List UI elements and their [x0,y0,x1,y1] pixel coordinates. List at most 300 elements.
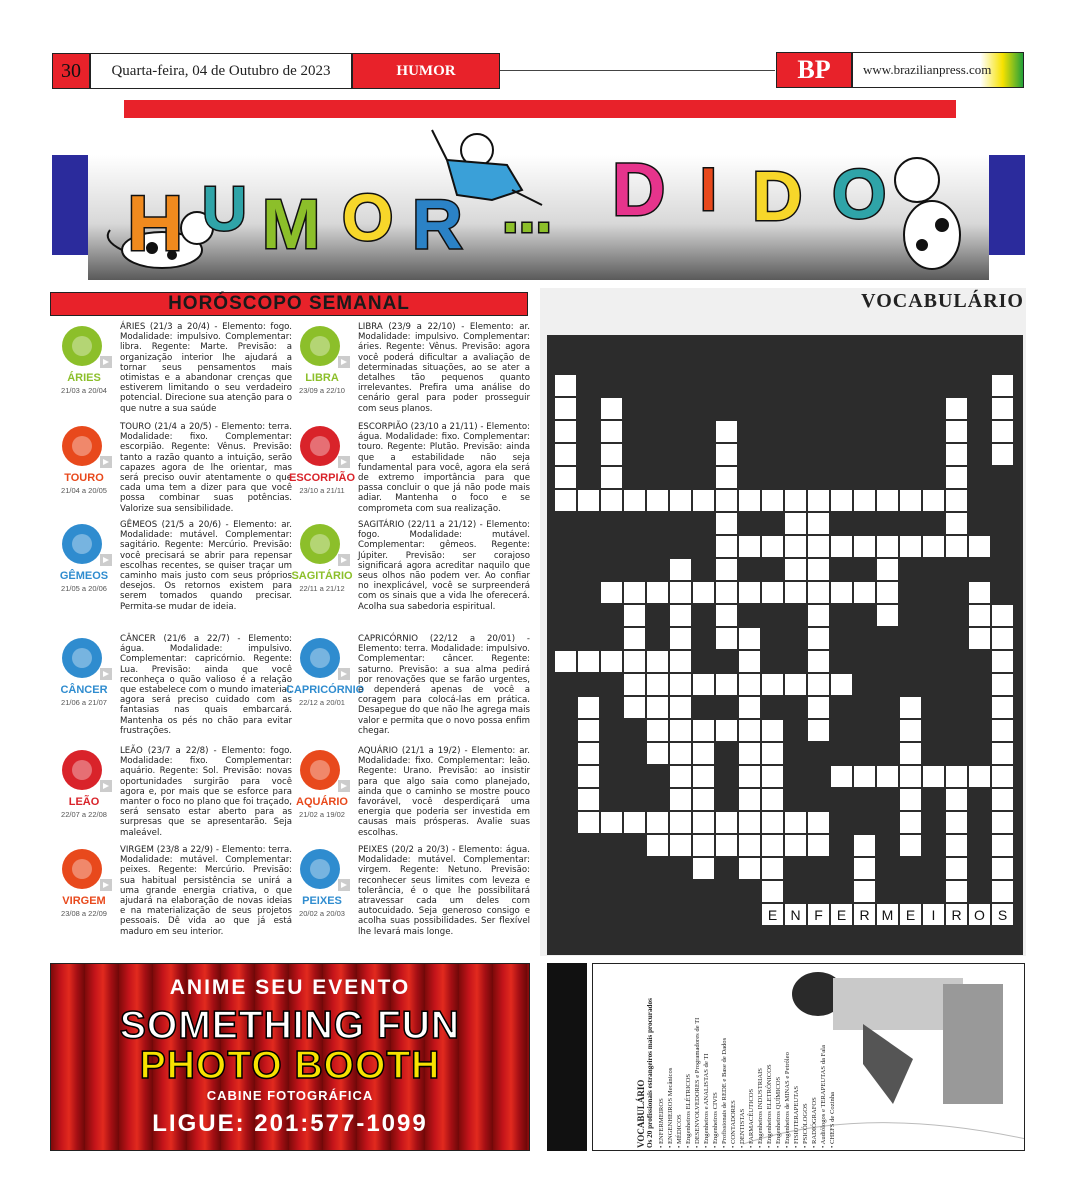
crossword-cell[interactable] [900,536,921,557]
crossword-cell[interactable] [854,490,875,511]
clipping-item: • Engenheiros CIVIS [712,1092,719,1148]
banner-letter-m: M [262,185,321,263]
crossword-cell[interactable] [739,835,760,856]
vocabulary-title: VOCABULÁRIO [861,290,1024,312]
crossword-cell[interactable] [624,490,645,511]
crossword-cell[interactable] [854,582,875,603]
clipping-item: • Engenheiros ELÉTRICOS [685,1073,692,1148]
sign-forecast: LIBRA (23/9 a 22/10) - Elemento: ar. Modalidade: impulsivo. Complementar: áries. Regente: Vênus. Previsão: agora você poderá dificultar a avaliação de determinadas situações, ao se ater a detalhes tão pequenos quanto irrelevantes. Prefira uma análise do cenário geral para poder prosseguir com seus planos. [358,322,530,414]
crossword-cell[interactable] [900,697,921,718]
clipping-item: • FARMACÊUTICOS [748,1088,755,1148]
crossword-cell[interactable] [831,766,852,787]
sign-name: SAGITÁRIO [291,570,353,582]
zodiac-icon [52,422,116,508]
crossword-cell[interactable] [762,674,783,695]
crossword-cell[interactable] [693,582,714,603]
clipping-title: VOCABULÁRIO [636,1079,646,1148]
horoscope-sign-6 [290,322,530,432]
crossword-cell[interactable] [739,812,760,833]
crossword-cell[interactable] [647,743,668,764]
crossword-cell[interactable] [877,559,898,580]
sign-name: CAPRICÓRNIO [286,684,365,696]
crossword-cell[interactable] [808,720,829,741]
crossword-cell[interactable] [693,835,714,856]
crossword-cell[interactable] [670,651,691,672]
horoscope-sign-3 [52,634,292,744]
ad-phone: LIGUE: 201:577-1099 [152,1110,428,1137]
crossword-cell[interactable] [969,536,990,557]
sign-forecast: CAPRICÓRNIO (22/12 a 20/01) - Elemento: terra. Modalidade: impulsivo. Complementar: câncer. Regente: saturno. Previsão: a sua alma pedirá por renovações que se farão urgentes, e dependerá apenas de você a coragem para colocá-las em prática. Desapegue do que não lhe agrega mais valor e permita que o novo possa enfim chegar. [358,634,530,736]
clipping-item: • Profissionais de REDE e Base de Dados [721,1037,728,1148]
red-divider-bar [124,100,956,118]
page-number: 30 [52,53,90,89]
crossword-cell[interactable] [739,789,760,810]
crossword-cell[interactable] [992,444,1013,465]
horoscope-sign-10 [290,746,530,856]
crossword-letter: E [767,907,778,923]
crossword-cell[interactable] [762,536,783,557]
sign-dates: 21/05 a 20/06 [61,584,107,593]
crossword-cell[interactable] [900,789,921,810]
crossword-cell[interactable] [601,467,622,488]
crossword-cell[interactable] [992,651,1013,672]
sign-dates: 22/11 a 21/12 [299,584,345,593]
crossword-cell[interactable] [992,766,1013,787]
crossword-cell[interactable] [946,444,967,465]
crossword-cell[interactable] [969,628,990,649]
clipping-item: • FISIOTERAPEUTAS [793,1085,800,1148]
crossword-cell[interactable] [992,881,1013,902]
crossword-cell[interactable] [716,720,737,741]
crossword-cell[interactable] [808,628,829,649]
crossword-cell[interactable] [785,513,806,534]
banner-letter-d2: D [752,157,803,235]
crossword-cell[interactable] [555,444,576,465]
crossword-cell[interactable] [739,536,760,557]
clipping-item: • Engenheiros de MINAS e Petróleo [784,1052,791,1148]
crossword-cell[interactable] [601,421,622,442]
crossword-cell[interactable] [693,812,714,833]
crossword-cell[interactable] [900,720,921,741]
crossword-cell[interactable] [900,812,921,833]
crossword-cell[interactable] [555,421,576,442]
brazilian-press-logo[interactable]: BP [776,52,852,88]
clipping-text [637,968,1017,1148]
clipping-item: • CHEFS de Cozinha [829,1092,836,1148]
crossword-cell[interactable] [785,559,806,580]
crossword-letter: S [997,907,1008,923]
crossword-cell[interactable] [992,812,1013,833]
banner-letter-o: O [342,180,394,254]
crossword-cell[interactable] [647,651,668,672]
photo-booth-advertisement[interactable] [50,963,530,1151]
crossword-cell[interactable] [808,513,829,534]
crossword-cell[interactable] [877,582,898,603]
crossword-cell[interactable] [923,766,944,787]
crossword-cell[interactable] [670,490,691,511]
crossword-cell[interactable] [785,582,806,603]
crossword-cell[interactable] [854,766,875,787]
zodiac-icon [52,845,116,931]
crossword-cell[interactable] [762,743,783,764]
banner-letter-d: D [612,148,666,231]
crossword-cell[interactable] [647,582,668,603]
crossword-cell[interactable] [808,582,829,603]
crossword-cell[interactable] [578,789,599,810]
crossword-cell[interactable] [992,628,1013,649]
crossword-cell[interactable] [693,766,714,787]
crossword-cell[interactable] [716,421,737,442]
sign-forecast: AQUÁRIO (21/1 a 19/2) - Elemento: ar. Modalidade: fixo. Complementar: leão. Regente: Urano. Previsão: ao insistir para que algo saia como planejado, ainda que o caminho se mostre pouco favorável, você desperdiçará uma energia que poderia ser investida em causas mais prósperas. Avalie suas escolhas. [358,746,530,838]
crossword-cell[interactable] [670,743,691,764]
sign-dates: 22/12 a 20/01 [299,698,345,707]
crossword-cell[interactable] [716,559,737,580]
crossword-cell[interactable] [601,444,622,465]
crossword-cell[interactable] [946,789,967,810]
crossword-cell[interactable] [624,628,645,649]
zodiac-icon [52,520,116,606]
crossword-cell[interactable] [601,398,622,419]
crossword-cell[interactable] [578,651,599,672]
horoscope-sign-5 [52,845,292,955]
crossword-cell[interactable] [808,674,829,695]
clipping-item: • DENTISTAS [739,1108,746,1148]
crossword-letter: R [951,907,962,923]
sign-name: ÁRIES [67,372,101,384]
crossword-cell[interactable] [946,858,967,879]
crossword-cell[interactable] [693,743,714,764]
crossword-cell[interactable] [992,720,1013,741]
crossword-cell[interactable] [670,628,691,649]
crossword-cell[interactable] [900,743,921,764]
crossword-letter: I [931,907,936,923]
crossword-cell[interactable] [992,789,1013,810]
zodiac-icon [290,520,354,606]
clipping-item: • RADIÓGRAFOS [811,1097,818,1148]
crossword-cell[interactable] [693,490,714,511]
crossword-cell[interactable] [923,490,944,511]
crossword-cell[interactable] [992,375,1013,396]
crossword-cell[interactable] [831,582,852,603]
zodiac-icon [290,322,354,408]
zodiac-icon [290,422,354,508]
crossword-cell[interactable] [992,858,1013,879]
crossword-cell[interactable] [946,490,967,511]
crossword-cell[interactable] [739,628,760,649]
crossword-cell[interactable] [716,582,737,603]
clipping-item: • CONTADORES [730,1100,737,1148]
crossword-cell[interactable] [624,697,645,718]
crossword-cell[interactable] [877,766,898,787]
crossword-cell[interactable] [946,812,967,833]
crossword-cell[interactable] [808,559,829,580]
crossword-cell[interactable] [946,513,967,534]
crossword-cell[interactable] [578,743,599,764]
crossword-letter: R [859,907,870,923]
crossword-cell[interactable] [785,812,806,833]
crossword-cell[interactable] [670,720,691,741]
clipping-item: • Engenheiros e ANALISTAS de TI [703,1053,710,1148]
crossword-cell[interactable] [578,697,599,718]
crossword-cell[interactable] [969,605,990,626]
crossword-cell[interactable] [716,444,737,465]
crossword-cell[interactable] [831,674,852,695]
crossword-cell[interactable] [739,720,760,741]
crossword-cell[interactable] [670,582,691,603]
crossword-cell[interactable] [601,812,622,833]
crossword-cell[interactable] [923,536,944,557]
horoscope-title: HORÓSCOPO SEMANAL [50,292,528,316]
crossword-cell[interactable] [670,697,691,718]
crossword-cell[interactable] [877,490,898,511]
crossword-cell[interactable] [670,605,691,626]
crossword-cell[interactable] [601,651,622,672]
crossword-cell[interactable] [762,720,783,741]
clipping-subtitle: Os 20 profissionais estrangeiros mais procurados [646,998,654,1148]
header-divider [500,70,775,71]
crossword-cell[interactable] [946,881,967,902]
horoscope-sign-7 [290,422,530,532]
crossword-cell[interactable] [601,490,622,511]
crossword-cell[interactable] [992,697,1013,718]
crossword-cell[interactable] [693,674,714,695]
horoscope-sign-11 [290,845,530,955]
crossword-cell[interactable] [877,605,898,626]
crossword-cell[interactable] [900,835,921,856]
crossword-cell[interactable] [831,536,852,557]
sign-forecast: GÊMEOS (21/5 a 20/6) - Elemento: ar. Modalidade: mutável. Complementar: sagitário. Regente: Mercúrio. Previsão: você precisará se abrir para repensar escolhas recentes, se quiser traçar um caminho mais justo com seus próprios desejos. Os retornos existem para serem tomados quando precisar. Permita-se mudar de ideia. [120,520,292,612]
crossword-cell[interactable] [762,490,783,511]
sign-dates: 20/02 a 20/03 [299,909,345,918]
zodiac-icon [52,634,116,720]
crossword-grid [547,335,1023,955]
ad-headline: ANIME SEU EVENTO [169,976,411,999]
crossword-cell[interactable] [647,812,668,833]
crossword-cell[interactable] [762,812,783,833]
crossword-cell[interactable] [716,835,737,856]
crossword-cell[interactable] [854,858,875,879]
crossword-letter: O [974,907,985,923]
crossword-cell[interactable] [670,674,691,695]
crossword-cell[interactable] [808,536,829,557]
crossword-cell[interactable] [716,536,737,557]
crossword-cell[interactable] [992,421,1013,442]
horoscope-sign-0 [52,322,292,432]
crossword-cell[interactable] [647,697,668,718]
crossword-cell[interactable] [992,835,1013,856]
sign-dates: 23/08 a 22/09 [61,909,107,918]
horoscope-sign-8 [290,520,530,630]
crossword-cell[interactable] [647,835,668,856]
crossword-cell[interactable] [808,651,829,672]
sign-dates: 23/10 a 21/11 [299,486,345,495]
crossword-cell[interactable] [716,674,737,695]
crossword-cell[interactable] [624,651,645,672]
clipping-item: • DESENVOLVEDORES e Programadores de TI [694,1017,701,1148]
crossword-cell[interactable] [785,536,806,557]
section-label: HUMOR [352,53,500,89]
crossword-cell[interactable] [969,582,990,603]
clipping-item: • PSICÓLOGOS [802,1103,809,1148]
crossword-cell[interactable] [670,835,691,856]
crossword-cell[interactable] [716,605,737,626]
crossword-cell[interactable] [693,858,714,879]
ad-brand-line1: SOMETHING FUN [119,1004,461,1047]
sign-dates: 23/09 a 22/10 [299,386,345,395]
crossword-cell[interactable] [624,812,645,833]
clipping-list [657,968,837,1148]
crossword-cell[interactable] [624,582,645,603]
clipping-item: • Audiólogos e TERAPEUTAS da Fala [820,1045,827,1148]
sign-name: GÊMEOS [59,570,109,582]
crossword-cell[interactable] [716,513,737,534]
banner-letter-h: H [127,179,184,267]
crossword-cell[interactable] [555,490,576,511]
crossword-cell[interactable] [739,582,760,603]
crossword-cell[interactable] [716,490,737,511]
crossword-cell[interactable] [578,490,599,511]
crossword-cell[interactable] [946,835,967,856]
crossword-cell[interactable] [854,835,875,856]
crossword-cell[interactable] [578,720,599,741]
horoscope-sign-1 [52,422,292,532]
crossword-cell[interactable] [808,490,829,511]
sign-forecast: CÂNCER (21/6 a 22/7) - Elemento: água. Modalidade: impulsivo. Complementar: capricórnio. Regente: Lua. Previsão: ainda que você reconheça o quão valioso é a relação que estabelece com o mundo imaterial, agora será preciso cuidado com as fantasias nas quais embarcará. Mantenha os pés no chão para evitar frustrações. [120,634,292,736]
crossword-letter: M [881,907,894,923]
crossword-cell[interactable] [854,881,875,902]
vocabulary-clipping [592,963,1025,1151]
crossword-cell[interactable] [900,766,921,787]
ad-brand-line2: PHOTO BOOTH [139,1044,441,1087]
crossword-cell[interactable] [946,398,967,419]
crossword-cell[interactable] [785,490,806,511]
crossword-cell[interactable] [854,536,875,557]
crossword-cell[interactable] [808,835,829,856]
zodiac-icon [52,322,116,408]
sign-dates: 21/03 a 20/04 [61,386,107,395]
crossword-cell[interactable] [647,674,668,695]
crossword-cell[interactable] [739,697,760,718]
sign-name: ESCORPIÃO [288,472,355,484]
crossword-cell[interactable] [670,789,691,810]
crossword-cell[interactable] [785,674,806,695]
crossword-cell[interactable] [670,812,691,833]
sign-name: AQUÁRIO [296,796,348,808]
crossword-cell[interactable] [785,835,806,856]
crossword-cell[interactable] [647,490,668,511]
crossword-cell[interactable] [831,490,852,511]
crossword-cell[interactable] [739,743,760,764]
crossword-letter: F [814,907,823,923]
crossword-cell[interactable] [578,766,599,787]
issue-date: Quarta-feira, 04 de Outubro de 2023 [90,53,352,89]
crossword-cell[interactable] [808,812,829,833]
crossword-cell[interactable] [877,536,898,557]
crossword-cell[interactable] [762,835,783,856]
crossword-cell[interactable] [739,651,760,672]
crossword-cell[interactable] [670,766,691,787]
crossword-cell[interactable] [762,858,783,879]
sign-dates: 21/06 a 21/07 [61,698,107,707]
sign-forecast: SAGITÁRIO (22/11 a 21/12) - Elemento: fogo. Modalidade: mutável. Complementar: gêmeos. Regente: Júpiter. Previsão: ser corajoso significará agora acreditar naquilo que seus olhos não podem ver. Ao confiar no inexplicável, você se surpreenderá com os sinais que a vida lhe oferecerá. Acolha sua sabedoria espiritual. [358,520,530,612]
crossword-cell[interactable] [647,720,668,741]
crossword-cell[interactable] [739,674,760,695]
crossword-cell[interactable] [762,582,783,603]
zodiac-icon [52,746,116,832]
crossword-letter: N [790,907,801,923]
clipping-item: • Engenheiros INDUSTRIAIS [757,1068,764,1148]
crossword-cell[interactable] [969,766,990,787]
crossword-cell[interactable] [739,858,760,879]
sign-dates: 22/07 a 22/08 [61,810,107,819]
crossword-cell[interactable] [716,467,737,488]
crossword-cell[interactable] [992,674,1013,695]
crossword-cell[interactable] [739,766,760,787]
sign-forecast: LEÃO (23/7 a 22/8) - Elemento: fogo. Modalidade: fixo. Complementar: aquário. Regente: Sol. Previsão: novas oportunidades surgirão para você agora e, por mais que se esforce para manter o foco no plano que foi traçado, será sensato estar aberto para as surpresas que se apresentarão. Seja maleável. [120,746,292,838]
sign-dates: 21/02 a 19/02 [299,810,345,819]
zodiac-icon [290,746,354,832]
crossword-cell[interactable] [992,743,1013,764]
crossword-letter: E [905,907,916,923]
crossword-cell[interactable] [693,789,714,810]
sign-forecast: TOURO (21/4 a 20/5) - Elemento: terra. Modalidade: fixo. Complementar: escorpião. Regente: Vênus. Previsão: tanto a razão quanto a intuição, serão capazes agora de lhe orientar, mas será preciso ouvir atentamente o que cada uma tem a dizer para que você possa combinar suas potências. Valorize sua sensibilidade. [120,422,292,514]
crossword-cell[interactable] [555,651,576,672]
crossword-cell[interactable] [670,559,691,580]
crossword-cell[interactable] [578,812,599,833]
crossword-letter: E [836,907,847,923]
crossword-cell[interactable] [946,766,967,787]
crossword-cell[interactable] [946,421,967,442]
clipping-item: • ENFERMEIROS [658,1098,665,1148]
crossword-cell[interactable] [946,536,967,557]
crossword-cell[interactable] [992,398,1013,419]
clipping-item: • Engenheiros ELETRÔNICOS [766,1064,773,1148]
banner-ellipsis: ... [502,178,553,245]
ad-subtitle: CABINE FOTOGRÁFICA [206,1088,374,1103]
crossword-cell[interactable] [624,605,645,626]
crossword-cell[interactable] [601,582,622,603]
horoscope-sign-2 [52,520,292,630]
sign-name: VIRGEM [62,895,106,907]
crossword-cell[interactable] [762,881,783,902]
crossword-cell[interactable] [946,467,967,488]
crossword-cell[interactable] [808,697,829,718]
sign-dates: 21/04 a 20/05 [61,486,107,495]
sign-name: LIBRA [305,372,339,384]
crossword-cell[interactable] [555,398,576,419]
crossword-cell[interactable] [555,467,576,488]
crossword-cell[interactable] [808,605,829,626]
crossword-cell[interactable] [716,628,737,649]
banner-letter-r: R [412,185,463,263]
crossword-cell[interactable] [900,490,921,511]
crossword-cell[interactable] [762,789,783,810]
crossword-cell[interactable] [555,375,576,396]
crossword-cell[interactable] [624,674,645,695]
crossword-cell[interactable] [992,605,1013,626]
crossword-cell[interactable] [716,812,737,833]
crossword-cell[interactable] [693,720,714,741]
clipping-item: • Engenheiros QUÍMICOS [775,1076,782,1148]
horoscope-sign-9 [286,634,530,744]
sign-forecast: PEIXES (20/2 a 20/3) - Elemento: água. Modalidade: mutável. Complementar: virgem. Regente: Netuno. Previsão: reconhecer seus limites com leveza e tolerância, é o que lhe possibilitará atravessar cada um deles com autocuidado. Seja generoso consigo e acolha suas possibilidades. Ser flexível lhe levará mais longe. [358,845,530,937]
crossword-cell[interactable] [739,490,760,511]
sign-name: TOURO [64,472,104,484]
website-link[interactable]: www.brazilianpress.com [852,52,1024,88]
banner-letter-u: U [202,175,247,244]
crossword-cell[interactable] [762,766,783,787]
sign-forecast: VIRGEM (23/8 a 22/9) - Elemento: terra. Modalidade: mutável. Complementar: peixes. Regente: Mercúrio. Previsão: sua habitual persistência se unirá a uma grande energia criativa, o que ajudará na elaboração de novas ideias e na materialização de seus projetos pessoais. Dê vida ao que já está maduro em seu interior. [120,845,292,937]
